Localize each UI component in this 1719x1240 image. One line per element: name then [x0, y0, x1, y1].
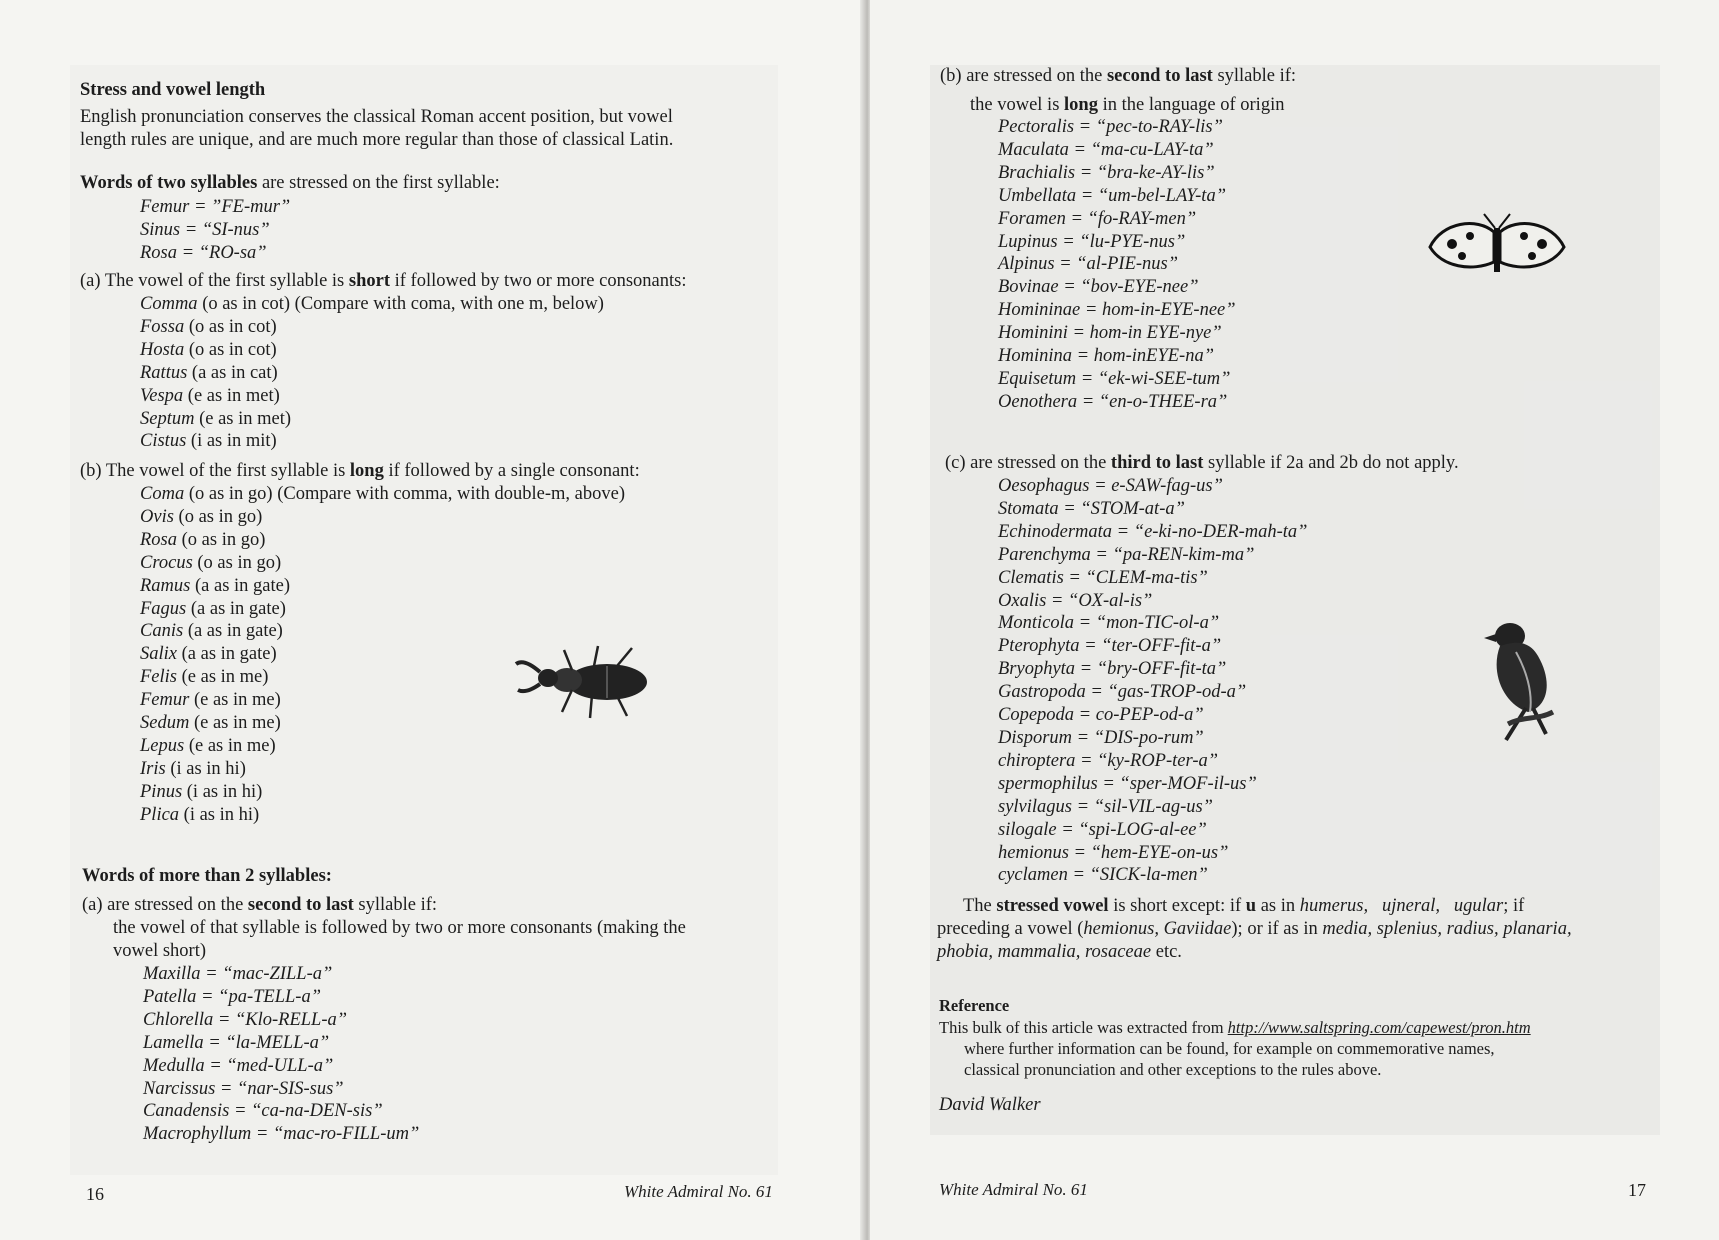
example-item: Umbellata = “um-bel-LAY-ta”	[998, 185, 1226, 206]
two-syllables-bold: Words of two syllables	[80, 173, 258, 193]
example-item: Echinodermata = “e-ki-no-DER-mah-ta”	[998, 521, 1308, 542]
two-syllables-rest: are stressed on the first syllable:	[257, 173, 500, 193]
example-item	[140, 362, 604, 385]
sv3-end: etc.	[1151, 942, 1182, 962]
footer-left: White Admiral No. 61	[624, 1182, 773, 1201]
example-item: Macrophyllum = “mac-ro-FILL-um”	[143, 1124, 420, 1145]
rule-more-b-cond-post: in the language of origin	[1097, 95, 1285, 115]
more-syllable-examples-b	[998, 116, 1236, 414]
example-word: Ovis	[140, 506, 174, 527]
sv2-examples-2: media, splenius, radius, planaria,	[1322, 919, 1572, 939]
example-item	[140, 316, 604, 339]
example-word: Coma	[140, 484, 185, 504]
example-item: Canadensis = “ca-na-DEN-sis”	[143, 1101, 383, 1122]
example-item: chiroptera = “ky-ROP-ter-a”	[998, 750, 1219, 771]
rule-more-a-bold: second to last	[247, 895, 354, 915]
example-item: Medulla = “med-ULL-a”	[143, 1055, 334, 1076]
example-item: Disporum = “DIS-po-rum”	[998, 727, 1204, 748]
sv1-post: as in	[1256, 896, 1300, 916]
example-word: Fossa	[140, 316, 185, 337]
sv1-pre: The	[963, 896, 997, 916]
example-word: Pinus	[140, 781, 183, 802]
example-item	[140, 293, 604, 316]
example-note: (o as in go)	[173, 506, 263, 527]
sv1-end: ; if	[1503, 896, 1525, 916]
two-syllable-examples	[140, 196, 290, 265]
rule-a-pre: (a) The vowel of the first syllable is	[80, 271, 349, 291]
example-note: (i as in mit)	[186, 431, 277, 452]
two-syllables-rule	[80, 172, 500, 195]
heading-more-than-two: Words of more than 2 syllables:	[82, 866, 332, 886]
footer-right: White Admiral No. 61	[939, 1180, 1088, 1199]
example-item	[140, 339, 604, 362]
example-item: Narcissus = “nar-SIS-sus”	[143, 1078, 344, 1099]
example-item: Pectoralis = “pec-to-RAY-lis”	[998, 117, 1223, 137]
reference-line-1	[939, 1017, 1531, 1038]
example-word: Rattus	[140, 362, 188, 383]
example-item: Stomata = “STOM-at-a”	[998, 498, 1185, 519]
sv3-examples: phobia, mammalia, rosaceae	[937, 942, 1152, 962]
example-item: Lupinus = “lu-PYE-nus”	[998, 231, 1186, 252]
example-word: Sedum	[140, 713, 190, 734]
example-note: (a as in gate)	[183, 621, 283, 642]
rule-more-c-post: syllable if 2a and 2b do not apply.	[1203, 453, 1459, 473]
intro-line-1: English pronunciation conserves the classical Roman accent position, but vowel	[80, 107, 673, 127]
sv2-pre: preceding a vowel (	[937, 919, 1084, 939]
example-item	[140, 781, 625, 804]
rule-b-long	[80, 460, 640, 483]
rule-more-b	[940, 65, 1296, 88]
page-number-left: 16	[86, 1184, 104, 1204]
example-item: Equisetum = “ek-wi-SEE-tum”	[998, 368, 1231, 389]
example-word: Vespa	[140, 385, 184, 406]
rule-more-a-condition-1: the vowel of that syllable is followed by two or more consonants (making the	[113, 918, 686, 938]
sv1-examples: humerus, ujneral, ugular	[1299, 896, 1504, 916]
example-note: (o as in go) (Compare with comma, with double-m, above)	[184, 484, 626, 504]
example-word: Felis	[140, 667, 177, 688]
sv1-u: u	[1245, 896, 1257, 916]
example-item: Oxalis = “OX-al-is”	[998, 590, 1153, 611]
example-note: (a as in gate)	[190, 575, 291, 596]
example-word: Hosta	[140, 339, 185, 360]
example-item	[140, 735, 625, 758]
example-item	[140, 552, 625, 575]
short-vowel-examples	[140, 293, 604, 453]
example-item: Oenothera = “en-o-THEE-ra”	[998, 391, 1228, 412]
reference-heading: Reference	[939, 996, 1010, 1015]
example-item: Parenchyma = “pa-REN-kim-ma”	[998, 544, 1255, 565]
intro-line-2: length rules are unique, and are much more regular than those of classical Latin.	[80, 130, 674, 150]
reference-line-3: classical pronunciation and other exceptions to the rules above.	[964, 1060, 1382, 1079]
example-item: Brachialis = “bra-ke-AY-lis”	[998, 162, 1215, 183]
example-note: (i as in hi)	[182, 781, 263, 802]
example-note: (e as in me)	[189, 690, 281, 711]
example-word: Femur	[140, 690, 190, 711]
example-note: (i as in hi)	[165, 758, 246, 779]
example-item: Copepoda = co-PEP-od-a”	[998, 705, 1204, 726]
example-item: Lamella = “la-MELL-a”	[143, 1032, 330, 1053]
example-word: Cistus	[140, 431, 187, 452]
example-item	[140, 483, 625, 506]
example-item: Monticola = “mon-TIC-ol-a”	[998, 613, 1220, 634]
example-item: Hominina = hom-inEYE-na”	[998, 346, 1214, 367]
page-number-right: 17	[1628, 1180, 1646, 1200]
rule-a-bold: short	[348, 271, 390, 291]
rule-more-a-pre: (a) are stressed on the	[82, 895, 248, 915]
rule-more-c-bold: third to last	[1110, 453, 1204, 473]
example-item	[140, 529, 625, 552]
example-item: Rosa = “RO-sa”	[140, 242, 267, 263]
sv1-mid: is short except: if	[1108, 896, 1246, 916]
example-item	[140, 385, 604, 408]
example-word: Salix	[140, 644, 177, 665]
example-note: (i as in hi)	[179, 804, 260, 825]
author: David Walker	[939, 1095, 1041, 1115]
example-item: hemionus = “hem-EYE-on-us”	[998, 842, 1229, 863]
example-item: Bovinae = “bov-EYE-nee”	[998, 277, 1199, 298]
example-word: Canis	[140, 621, 184, 642]
example-item: Chlorella = “Klo-RELL-a”	[143, 1009, 348, 1030]
sv2-examples: hemionus, Gaviidae	[1083, 919, 1232, 939]
example-item: Pterophyta = “ter-OFF-fit-a”	[998, 636, 1222, 657]
example-item: silogale = “spi-LOG-al-ee”	[998, 819, 1207, 840]
example-item	[140, 804, 625, 827]
example-word: Septum	[140, 408, 195, 429]
example-item: Gastropoda = “gas-TROP-od-a”	[998, 682, 1247, 703]
rule-b-pre: (b) The vowel of the first syllable is	[80, 461, 350, 481]
example-item	[140, 575, 625, 598]
example-item: sylvilagus = “sil-VIL-ag-us”	[998, 796, 1213, 817]
example-item: Patella = “pa-TELL-a”	[143, 986, 321, 1007]
heading-stress-vowel-length: Stress and vowel length	[80, 80, 266, 100]
rule-more-c	[945, 452, 1459, 475]
example-note: (e as in me)	[184, 735, 276, 756]
example-word: Rosa	[140, 529, 177, 550]
bird-illustration	[1478, 612, 1573, 742]
example-item: Clematis = “CLEM-ma-tis”	[998, 567, 1208, 588]
stressed-vowel-line-1	[963, 895, 1524, 918]
example-item: Femur = ”FE-mur”	[140, 197, 291, 217]
example-item: Bryophyta = “bry-OFF-fit-ta”	[998, 659, 1227, 680]
example-item	[140, 408, 604, 431]
example-item: spermophilus = “sper-MOF-il-us”	[998, 773, 1257, 794]
example-word: Crocus	[140, 552, 193, 573]
example-note: (a as in gate)	[177, 644, 277, 665]
reference-line-1-pre: This bulk of this article was extracted from	[939, 1018, 1228, 1037]
example-item	[140, 506, 625, 529]
example-item: Alpinus = “al-PIE-nus”	[998, 254, 1179, 275]
example-word: Plica	[140, 804, 180, 825]
example-note: (a as in gate)	[186, 598, 286, 619]
rule-more-b-pre: (b) are stressed on the	[940, 66, 1107, 86]
rule-more-b-cond-bold: long	[1064, 95, 1098, 115]
rule-more-b-condition	[970, 94, 1284, 117]
rule-more-a	[82, 894, 437, 917]
example-note: (e as in me)	[189, 713, 281, 734]
example-item: Foramen = “fo-RAY-men”	[998, 208, 1197, 229]
example-item: Homininae = hom-in-EYE-nee”	[998, 300, 1236, 321]
example-word: Lepus	[140, 735, 185, 756]
example-item: Maculata = “ma-cu-LAY-ta”	[998, 139, 1214, 160]
more-syllable-examples-a	[143, 963, 419, 1146]
rule-more-a-post: syllable if:	[353, 895, 438, 915]
rule-more-b-bold: second to last	[1106, 66, 1213, 86]
example-note: (o as in cot)	[184, 316, 277, 337]
example-word: Ramus	[140, 575, 191, 596]
stag-beetle-illustration	[512, 640, 662, 720]
example-item: Hominini = hom-in EYE-nye”	[998, 323, 1222, 344]
reference-url-link[interactable]: http://www.saltspring.com/capewest/pron.htm	[1227, 1018, 1531, 1037]
example-note: (o as in cot)	[184, 339, 277, 360]
rule-b-bold: long	[349, 461, 384, 481]
example-item: Sinus = “SI-nus”	[140, 219, 270, 240]
rule-more-b-post: syllable if:	[1212, 66, 1297, 86]
rule-b-post: if followed by a single consonant:	[383, 461, 640, 481]
rule-a-post: if followed by two or more consonants:	[390, 271, 687, 291]
example-note: (e as in me)	[177, 667, 269, 688]
more-syllable-examples-c	[998, 475, 1307, 887]
example-note: (a as in cat)	[187, 362, 278, 383]
example-note: (o as in go)	[177, 529, 266, 550]
rule-more-a-condition-2: vowel short)	[113, 941, 206, 961]
example-note: (e as in met)	[183, 385, 280, 406]
rule-more-c-pre: (c) are stressed on the	[945, 453, 1111, 473]
example-note: (e as in met)	[194, 408, 292, 429]
example-note: (o as in go)	[192, 552, 282, 573]
example-word: Iris	[140, 758, 166, 779]
example-note: (o as in cot) (Compare with coma, with one m, below)	[197, 294, 604, 314]
stressed-vowel-line-2	[937, 918, 1572, 941]
example-word: Comma	[140, 294, 198, 314]
example-item	[140, 430, 604, 453]
example-item: Oesophagus = e-SAW-fag-us”	[998, 476, 1223, 496]
sv2-mid: ); or if as in	[1231, 919, 1323, 939]
example-word: Fagus	[140, 598, 187, 619]
example-item: cyclamen = “SICK-la-men”	[998, 865, 1208, 886]
example-item	[140, 598, 625, 621]
sv1-bold: stressed vowel	[996, 896, 1109, 916]
butterfly-illustration	[1422, 212, 1572, 292]
example-item: Maxilla = “mac-ZILL-a”	[143, 964, 333, 984]
example-item	[140, 758, 625, 781]
reference-line-2: where further information can be found, for example on commemorative names,	[964, 1039, 1495, 1058]
rule-a-short	[80, 270, 686, 293]
stressed-vowel-line-3	[937, 941, 1182, 964]
rule-more-b-cond-pre: the vowel is	[970, 95, 1065, 115]
